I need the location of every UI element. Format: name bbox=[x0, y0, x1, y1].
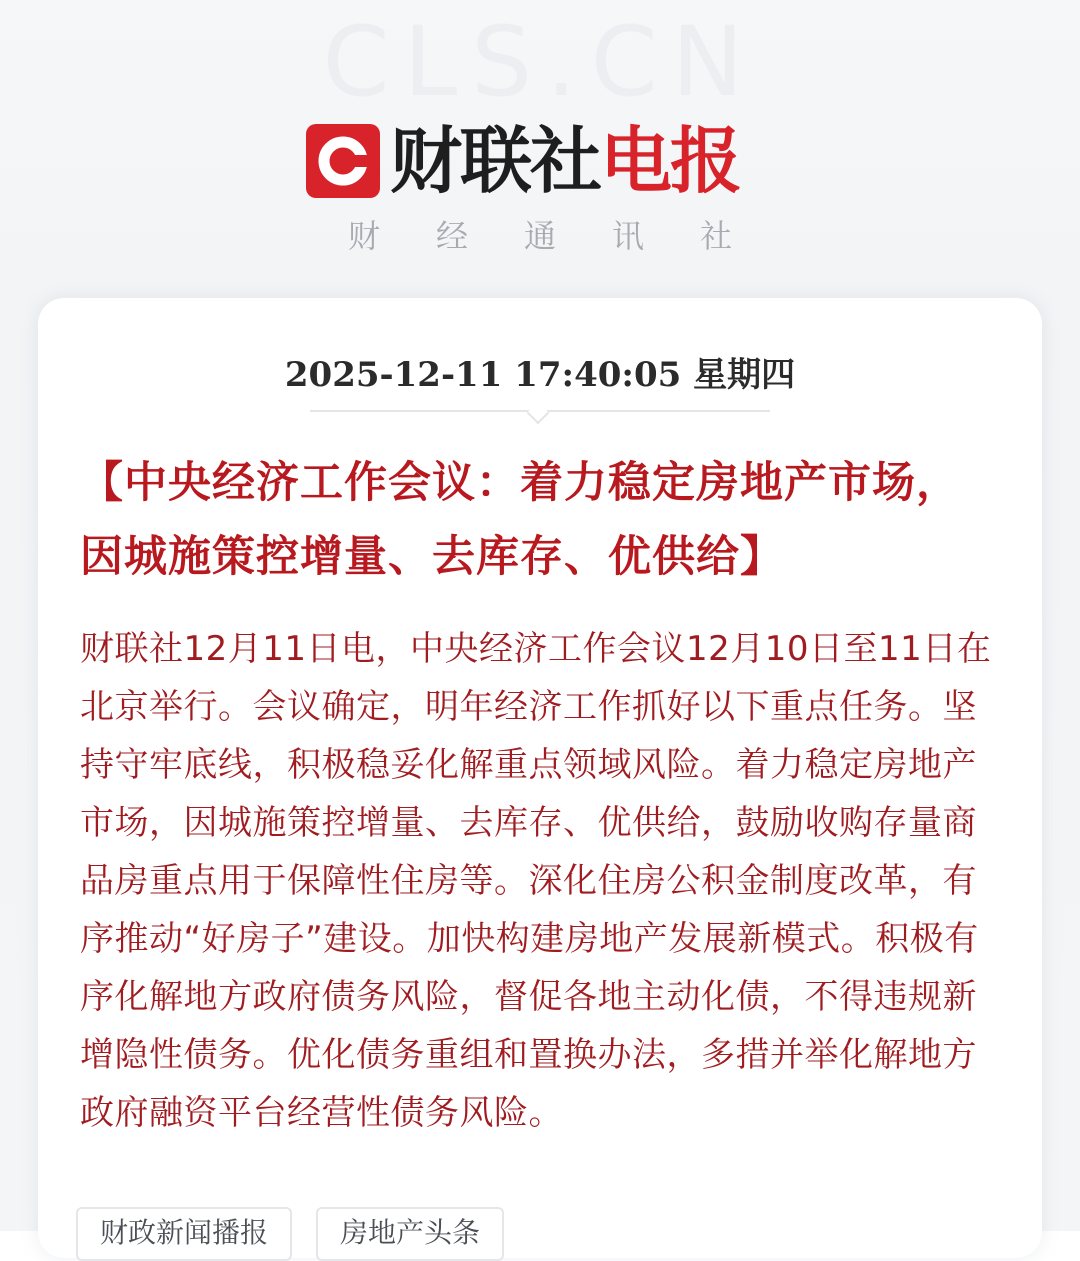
watermark: CLS.CN bbox=[322, 6, 758, 118]
brand-tagline: 财经通讯社 bbox=[347, 217, 788, 255]
article-body: 财联社12月11日电，中央经济工作会议12月10日至11日在北京举行。会议确定，明年经济工作抓好以下重点任务。坚持守牢底线，积极稳妥化解重点领域风险。着力稳定房地产市场，因城施策控增量、去库存、优供给，鼓励收购存量商品房重点用于保障性住房等。深化住房公积金制度改革，有序推动“好房子”建设。加快构建房地产发展新模式。积极有序化解地方政府债务风险，督促各地主动化债，不得违规新增隐性债务。优化债务重组和置换办法，多措并举化解地方政府融资平台经营性债务风险。 bbox=[80, 629, 992, 1133]
tag-item[interactable]: 房地产头条 bbox=[316, 1207, 504, 1261]
article-datetime: 2025-12-11 17:40:05 星期四 bbox=[284, 355, 796, 395]
brand-product: 电报 bbox=[600, 119, 741, 203]
tag-list bbox=[76, 1207, 504, 1261]
article-headline: 【中央经济工作会议：着力稳定房地产市场，因城施策控增量、去库存、优供给】 bbox=[80, 458, 960, 582]
brand-logo bbox=[306, 119, 741, 203]
tag-item[interactable]: 财政新闻播报 bbox=[76, 1207, 292, 1261]
brand-name: 财联社 bbox=[390, 119, 601, 203]
cls-c-logo-icon bbox=[306, 124, 380, 198]
